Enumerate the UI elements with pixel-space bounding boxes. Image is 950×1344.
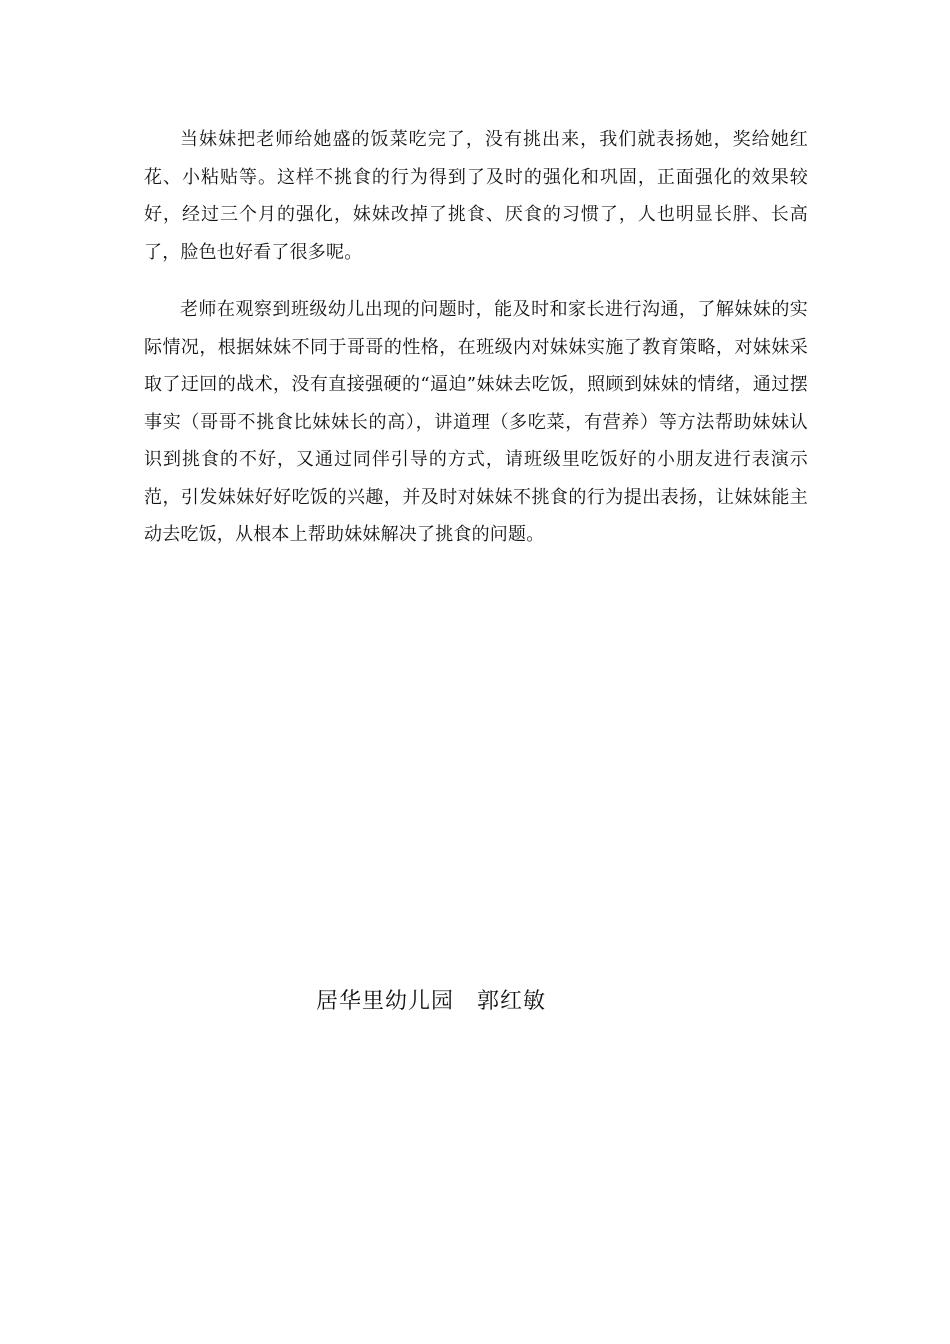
- body-paragraph-2: 老师在观察到班级幼儿出现的问题时，能及时和家长进行沟通，了解妹妹的实际情况，根据妹妹不同于哥哥的性格，在班级内对妹妹实施了教育策略，对妹妹采取了迂回的战术，没有直接强硬的“逼迫”妹妹去吃饭，照顾到妹妹的情绪，通过摆事实（哥哥不挑食比妹妹长的高），讲道理（多吃菜，有营养）等方法帮助妹妹认识到挑食的不好，又通过同伴引导的方式，请班级里吃饭好的小朋友进行表演示范，引发妹妹好好吃饭的兴趣，并及时对妹妹不挑食的行为提出表扬，让妹妹能主动去吃饭，从根本上帮助妹妹解决了挑食的问题。: [144, 299, 808, 545]
- body-paragraph-1: 当妹妹把老师给她盛的饭菜吃完了，没有挑出来，我们就表扬她，奖给她红花、小粘贴等。这样不挑食的行为得到了及时的强化和巩固，正面强化的效果较好，经过三个月的强化，妹妹改掉了挑食、厌食的习惯了，人也明显长胖、长高了，脸色也好看了很多呢。: [144, 129, 808, 263]
- author-signature: 居华里幼儿园 郭红敏: [316, 989, 547, 1014]
